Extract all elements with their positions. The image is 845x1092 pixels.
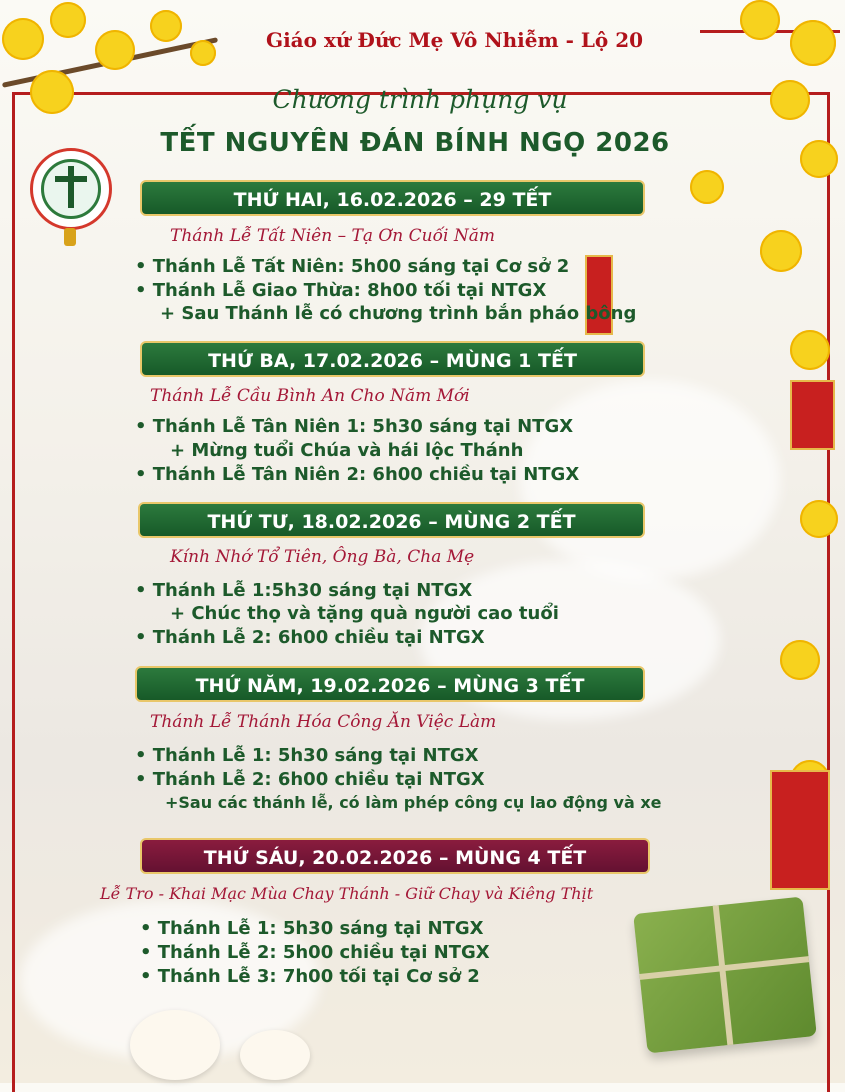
program-title: Chương trình phụng vụ xyxy=(272,85,568,114)
schedule-line: • Thánh Lễ 1: 5h30 sáng tại NTGX xyxy=(140,918,484,939)
apricot-blossom-icon xyxy=(150,10,182,42)
schedule-line: • Thánh Lễ 1:5h30 sáng tại NTGX xyxy=(135,580,473,601)
apricot-blossom-icon xyxy=(770,80,810,120)
schedule-line: + Sau Thánh lễ có chương trình bắn pháo bông xyxy=(160,303,637,324)
cross-icon xyxy=(68,166,74,208)
schedule-line: • Thánh Lễ Tất Niên: 5h00 sáng tại Cơ sở 2 xyxy=(135,256,570,277)
cake-tie xyxy=(713,905,734,1045)
day-banner-thursday: THỨ NĂM, 19.02.2026 – MÙNG 3 TẾT xyxy=(135,666,645,702)
day-subtitle: Thánh Lễ Thánh Hóa Công Ăn Việc Làm xyxy=(150,712,497,732)
red-envelope-icon xyxy=(790,380,835,450)
schedule-line: + Chúc thọ và tặng quà người cao tuổi xyxy=(170,603,559,624)
cross-icon xyxy=(55,176,87,182)
apricot-blossom-icon xyxy=(740,0,780,40)
parish-name: Giáo xứ Đức Mẹ Vô Nhiễm - Lộ 20 xyxy=(266,28,644,52)
page-title: TẾT NGUYÊN ĐÁN BÍNH NGỌ 2026 xyxy=(160,128,670,158)
day-subtitle: Thánh Lễ Tất Niên – Tạ Ơn Cuối Năm xyxy=(170,226,495,246)
day-banner-tuesday: THỨ BA, 17.02.2026 – MÙNG 1 TẾT xyxy=(140,341,645,377)
schedule-line: • Thánh Lễ 1: 5h30 sáng tại NTGX xyxy=(135,745,479,766)
day-banner-friday: THỨ SÁU, 20.02.2026 – MÙNG 4 TẾT xyxy=(140,838,650,874)
logo-ring xyxy=(41,159,101,219)
apricot-blossom-icon xyxy=(790,20,836,66)
day-subtitle: Kính Nhớ Tổ Tiên, Ông Bà, Cha Mẹ xyxy=(170,547,475,567)
schedule-line: • Thánh Lễ 3: 7h00 tối tại Cơ sở 2 xyxy=(140,966,480,987)
apricot-blossom-icon xyxy=(690,170,724,204)
lantern-icon xyxy=(64,228,76,246)
red-envelope-icon xyxy=(770,770,830,890)
schedule-line: • Thánh Lễ 2: 6h00 chiều tại NTGX xyxy=(135,627,485,648)
day-banner-monday: THỨ HAI, 16.02.2026 – 29 TẾT xyxy=(140,180,645,216)
apricot-blossom-icon xyxy=(50,2,86,38)
apricot-blossom-icon xyxy=(30,70,74,114)
apricot-blossom-icon xyxy=(790,330,830,370)
schedule-line: • Thánh Lễ 2: 6h00 chiều tại NTGX xyxy=(135,769,485,790)
schedule-line: • Thánh Lễ Giao Thừa: 8h00 tối tại NTGX xyxy=(135,280,547,301)
apricot-blossom-icon xyxy=(2,18,44,60)
schedule-line: • Thánh Lễ 2: 5h00 chiều tại NTGX xyxy=(140,942,490,963)
schedule-line: • Thánh Lễ Tân Niên 2: 6h00 chiều tại NTGX xyxy=(135,464,580,485)
apricot-blossom-icon xyxy=(760,230,802,272)
schedule-line: +Sau các thánh lễ, có làm phép công cụ lao động và xe xyxy=(165,793,662,812)
white-flower-icon xyxy=(240,1030,310,1080)
apricot-blossom-icon xyxy=(800,500,838,538)
chung-cake-icon xyxy=(633,896,817,1053)
apricot-blossom-icon xyxy=(780,640,820,680)
day-subtitle: Thánh Lễ Cầu Bình An Cho Năm Mới xyxy=(150,386,470,406)
schedule-line: + Mừng tuổi Chúa và hái lộc Thánh xyxy=(170,440,524,461)
white-flower-icon xyxy=(130,1010,220,1080)
apricot-blossom-icon xyxy=(95,30,135,70)
day-subtitle: Lễ Tro - Khai Mạc Mùa Chay Thánh - Giữ Chay và Kiêng Thịt xyxy=(100,884,594,903)
apricot-blossom-icon xyxy=(800,140,838,178)
schedule-line: • Thánh Lễ Tân Niên 1: 5h30 sáng tại NTGX xyxy=(135,416,574,437)
day-banner-wednesday: THỨ TƯ, 18.02.2026 – MÙNG 2 TẾT xyxy=(138,502,645,538)
apricot-blossom-icon xyxy=(190,40,216,66)
parish-logo xyxy=(30,148,112,230)
